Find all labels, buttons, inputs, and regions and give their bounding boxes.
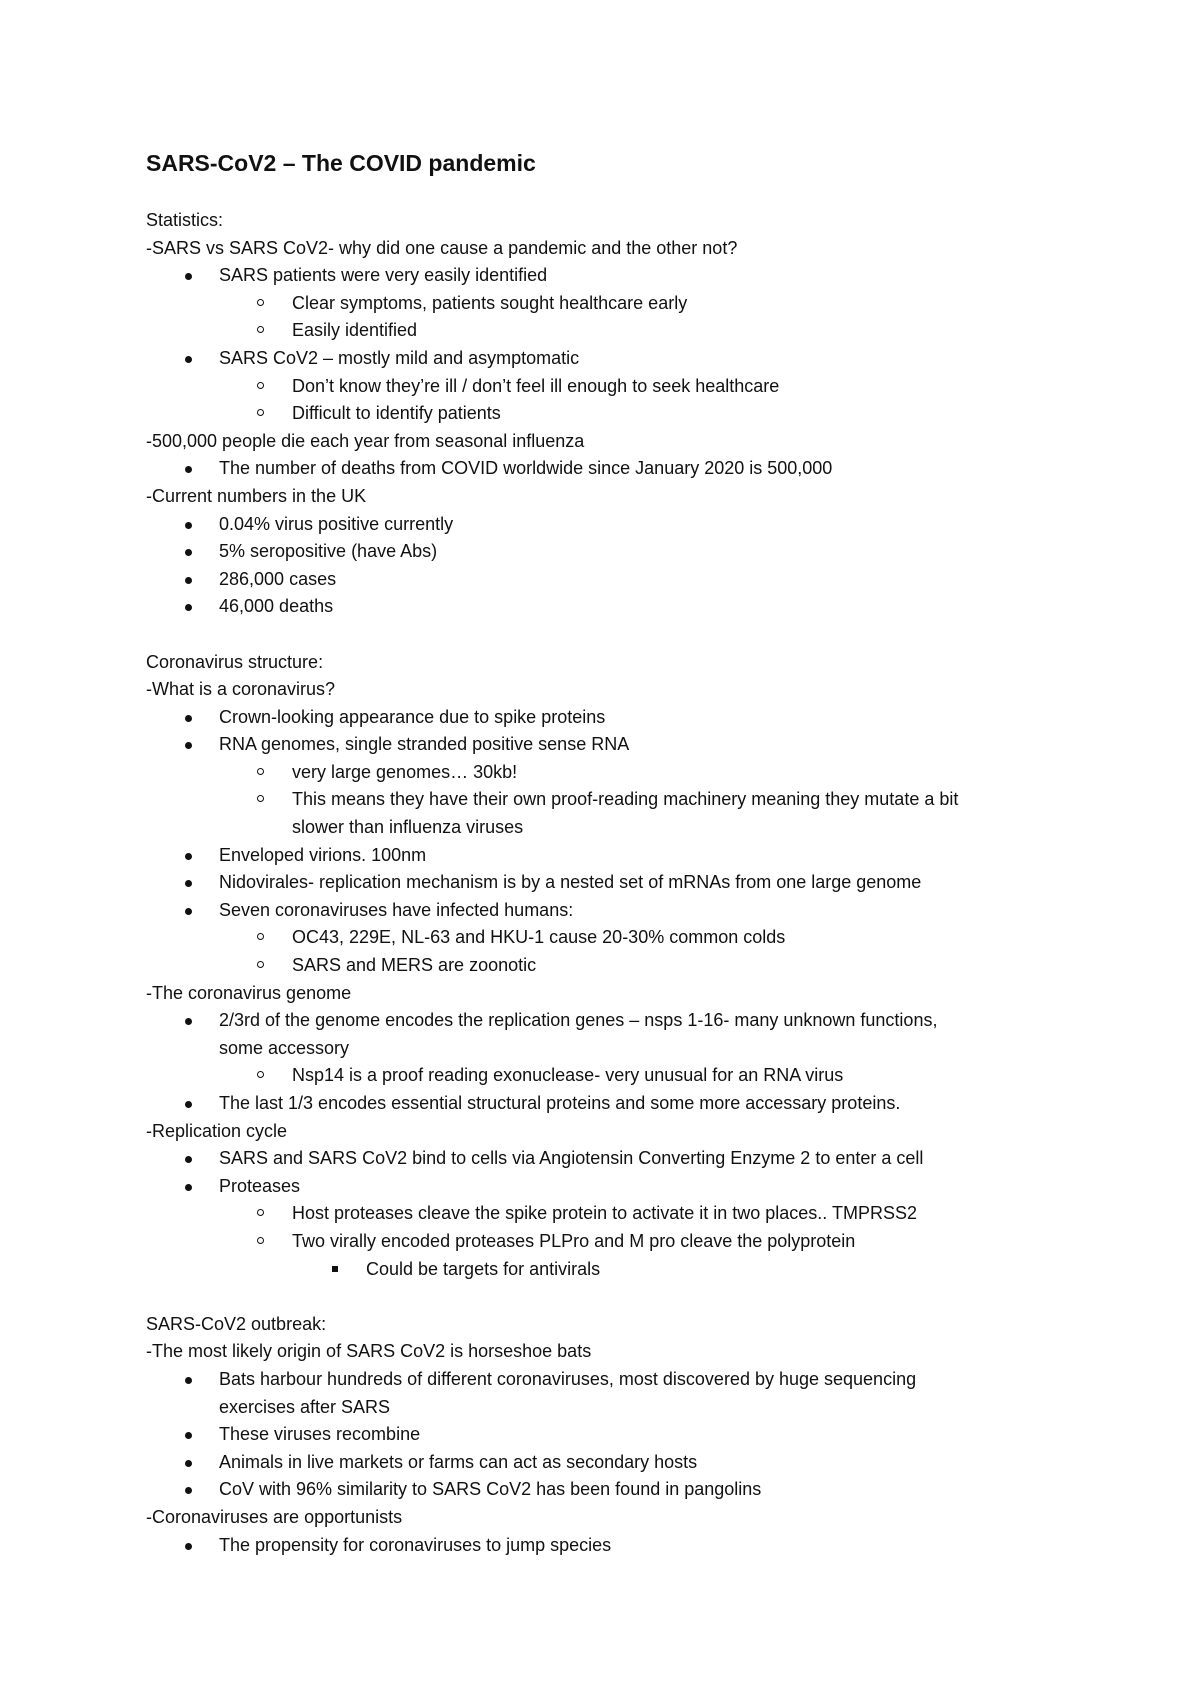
paragraph-line bbox=[0, 428, 1200, 456]
bullet-item bbox=[0, 1476, 1200, 1504]
bullet-item bbox=[0, 566, 1200, 594]
bullet-item bbox=[0, 1007, 1200, 1035]
bullet-dot-icon bbox=[185, 742, 192, 749]
bullet-continuation bbox=[0, 1035, 1200, 1063]
paragraph-line bbox=[0, 1311, 1200, 1339]
sub-bullet-continuation bbox=[0, 814, 1200, 842]
line-text: exercises after SARS bbox=[219, 1396, 391, 1417]
line-text: 0.04% virus positive currently bbox=[219, 513, 454, 534]
line-text: Difficult to identify patients bbox=[292, 403, 501, 424]
line-text: Clear symptoms, patients sought healthcare early bbox=[292, 292, 688, 313]
sub-bullet-item bbox=[0, 786, 1200, 814]
blank-line bbox=[0, 1283, 1200, 1311]
sub-bullet-item bbox=[0, 400, 1200, 428]
page-title: SARS-CoV2 – The COVID pandemic bbox=[146, 150, 536, 176]
bullet-dot-icon bbox=[185, 1432, 192, 1439]
line-text: 2/3rd of the genome encodes the replication genes – nsps 1-16- many unknown functions, bbox=[219, 1010, 938, 1031]
document-body bbox=[0, 207, 1200, 1559]
paragraph-line bbox=[0, 676, 1200, 704]
bullet-dot-icon bbox=[185, 1018, 192, 1025]
bullet-item bbox=[0, 1173, 1200, 1201]
bullet-dot-icon bbox=[185, 273, 192, 280]
line-text: Host proteases cleave the spike protein to activate it in two places.. TMPRSS2 bbox=[292, 1203, 917, 1224]
bullet-circle-icon bbox=[257, 299, 264, 306]
line-text: Nsp14 is a proof reading exonuclease- very unusual for an RNA virus bbox=[292, 1065, 844, 1086]
line-text: Two virally encoded proteases PLPro and M pro cleave the polyprotein bbox=[292, 1230, 856, 1251]
bullet-item bbox=[0, 1090, 1200, 1118]
sub-bullet-item bbox=[0, 1228, 1200, 1256]
sub-bullet-item bbox=[0, 317, 1200, 345]
line-text: 286,000 cases bbox=[219, 568, 337, 589]
line-text: Coronavirus structure: bbox=[146, 651, 324, 672]
bullet-dot-icon bbox=[185, 604, 192, 611]
sub-bullet-item bbox=[0, 924, 1200, 952]
line-text: The last 1/3 encodes essential structural proteins and some more accessary proteins. bbox=[219, 1093, 901, 1113]
line-text: OC43, 229E, NL-63 and HKU-1 cause 20-30% common colds bbox=[292, 927, 786, 948]
line-text: very large genomes… 30kb! bbox=[292, 761, 518, 782]
bullet-item bbox=[0, 345, 1200, 373]
bullet-item bbox=[0, 897, 1200, 925]
bullet-item bbox=[0, 869, 1200, 897]
line-text: Animals in live markets or farms can act as secondary hosts bbox=[219, 1451, 698, 1472]
bullet-continuation bbox=[0, 1394, 1200, 1422]
sub-bullet-item bbox=[0, 290, 1200, 318]
bullet-dot-icon bbox=[185, 466, 192, 473]
sub-sub-bullet-item bbox=[0, 1256, 1200, 1284]
paragraph-line bbox=[0, 649, 1200, 677]
line-text: some accessory bbox=[219, 1037, 350, 1058]
line-text: -The coronavirus genome bbox=[146, 982, 352, 1003]
blank-line bbox=[0, 621, 1200, 649]
line-text: Proteases bbox=[219, 1175, 301, 1196]
bullet-dot-icon bbox=[185, 356, 192, 363]
line-text: -What is a coronavirus? bbox=[146, 679, 336, 700]
bullet-item bbox=[0, 262, 1200, 290]
bullet-dot-icon bbox=[185, 715, 192, 722]
bullet-item bbox=[0, 1449, 1200, 1477]
line-text: Statistics: bbox=[146, 210, 224, 230]
bullet-item bbox=[0, 511, 1200, 539]
line-text: SARS-CoV2 outbreak: bbox=[146, 1313, 327, 1334]
paragraph-line bbox=[0, 1118, 1200, 1146]
line-text: The number of deaths from COVID worldwide since January 2020 is 500,000 bbox=[219, 458, 833, 479]
bullet-circle-icon bbox=[257, 961, 264, 968]
sub-bullet-item bbox=[0, 1062, 1200, 1090]
bullet-dot-icon bbox=[185, 1460, 192, 1467]
line-text: -Replication cycle bbox=[146, 1120, 288, 1141]
bullet-dot-icon bbox=[185, 1543, 192, 1550]
line-text: SARS and MERS are zoonotic bbox=[292, 955, 537, 976]
bullet-dot-icon bbox=[185, 1377, 192, 1384]
bullet-item bbox=[0, 1366, 1200, 1394]
bullet-item bbox=[0, 538, 1200, 566]
line-text: Bats harbour hundreds of different coronaviruses, most discovered by huge sequencing bbox=[219, 1368, 917, 1389]
bullet-dot-icon bbox=[185, 549, 192, 556]
bullet-item bbox=[0, 593, 1200, 621]
line-text: -Current numbers in the UK bbox=[146, 485, 367, 506]
paragraph-line bbox=[0, 483, 1200, 511]
line-text: RNA genomes, single stranded positive sense RNA bbox=[219, 734, 630, 755]
bullet-dot-icon bbox=[185, 853, 192, 860]
bullet-item bbox=[0, 704, 1200, 732]
line-text: SARS patients were very easily identified bbox=[219, 265, 548, 286]
paragraph-line bbox=[0, 1504, 1200, 1532]
line-text: 5% seropositive (have Abs) bbox=[219, 541, 438, 562]
line-text: SARS and SARS CoV2 bind to cells via Angiotensin Converting Enzyme 2 to enter a cell bbox=[219, 1148, 924, 1169]
paragraph-line bbox=[0, 1338, 1200, 1366]
bullet-square-icon bbox=[332, 1266, 338, 1272]
bullet-dot-icon bbox=[185, 1487, 192, 1494]
bullet-circle-icon bbox=[257, 382, 264, 389]
bullet-circle-icon bbox=[257, 1209, 264, 1216]
bullet-item bbox=[0, 1532, 1200, 1560]
bullet-item bbox=[0, 455, 1200, 483]
line-text: These viruses recombine bbox=[219, 1424, 421, 1445]
bullet-circle-icon bbox=[257, 326, 264, 333]
bullet-circle-icon bbox=[257, 933, 264, 940]
bullet-dot-icon bbox=[185, 908, 192, 915]
line-text: Easily identified bbox=[292, 320, 418, 341]
bullet-item bbox=[0, 842, 1200, 870]
paragraph-line bbox=[0, 235, 1200, 263]
sub-bullet-item bbox=[0, 373, 1200, 401]
bullet-item bbox=[0, 731, 1200, 759]
bullet-dot-icon bbox=[185, 1156, 192, 1163]
bullet-circle-icon bbox=[257, 1071, 264, 1078]
line-text: -500,000 people die each year from seasonal influenza bbox=[146, 430, 585, 451]
line-text: SARS CoV2 – mostly mild and asymptomatic bbox=[219, 347, 580, 368]
bullet-item bbox=[0, 1421, 1200, 1449]
line-text: -The most likely origin of SARS CoV2 is horseshoe bats bbox=[146, 1341, 592, 1362]
bullet-dot-icon bbox=[185, 577, 192, 584]
line-text: Nidovirales- replication mechanism is by a nested set of mRNAs from one large genome bbox=[219, 872, 922, 893]
paragraph-line bbox=[0, 207, 1200, 235]
line-text: slower than influenza viruses bbox=[292, 817, 524, 838]
bullet-circle-icon bbox=[257, 795, 264, 802]
line-text: Could be targets for antivirals bbox=[366, 1258, 601, 1279]
line-text: Seven coronaviruses have infected humans: bbox=[219, 899, 574, 920]
line-text: CoV with 96% similarity to SARS CoV2 has been found in pangolins bbox=[219, 1479, 762, 1500]
sub-bullet-item bbox=[0, 759, 1200, 787]
bullet-dot-icon bbox=[185, 880, 192, 887]
line-text: This means they have their own proof-reading machinery meaning they mutate a bit bbox=[292, 789, 959, 810]
line-text: Don’t know they’re ill / don’t feel ill enough to seek healthcare bbox=[292, 375, 780, 396]
line-text: Enveloped virions. 100nm bbox=[219, 844, 427, 865]
bullet-circle-icon bbox=[257, 1237, 264, 1244]
paragraph-line bbox=[0, 980, 1200, 1008]
sub-bullet-item bbox=[0, 1200, 1200, 1228]
line-text: 46,000 deaths bbox=[219, 596, 334, 617]
bullet-circle-icon bbox=[257, 768, 264, 775]
line-text: -Coronaviruses are opportunists bbox=[146, 1506, 403, 1527]
line-text: Crown-looking appearance due to spike proteins bbox=[219, 706, 606, 727]
bullet-circle-icon bbox=[257, 409, 264, 416]
line-text: -SARS vs SARS CoV2- why did one cause a pandemic and the other not? bbox=[146, 237, 738, 258]
bullet-dot-icon bbox=[185, 1184, 192, 1191]
bullet-dot-icon bbox=[185, 522, 192, 529]
line-text: The propensity for coronaviruses to jump species bbox=[219, 1534, 612, 1555]
sub-bullet-item bbox=[0, 952, 1200, 980]
bullet-item bbox=[0, 1145, 1200, 1173]
bullet-dot-icon bbox=[185, 1101, 192, 1108]
